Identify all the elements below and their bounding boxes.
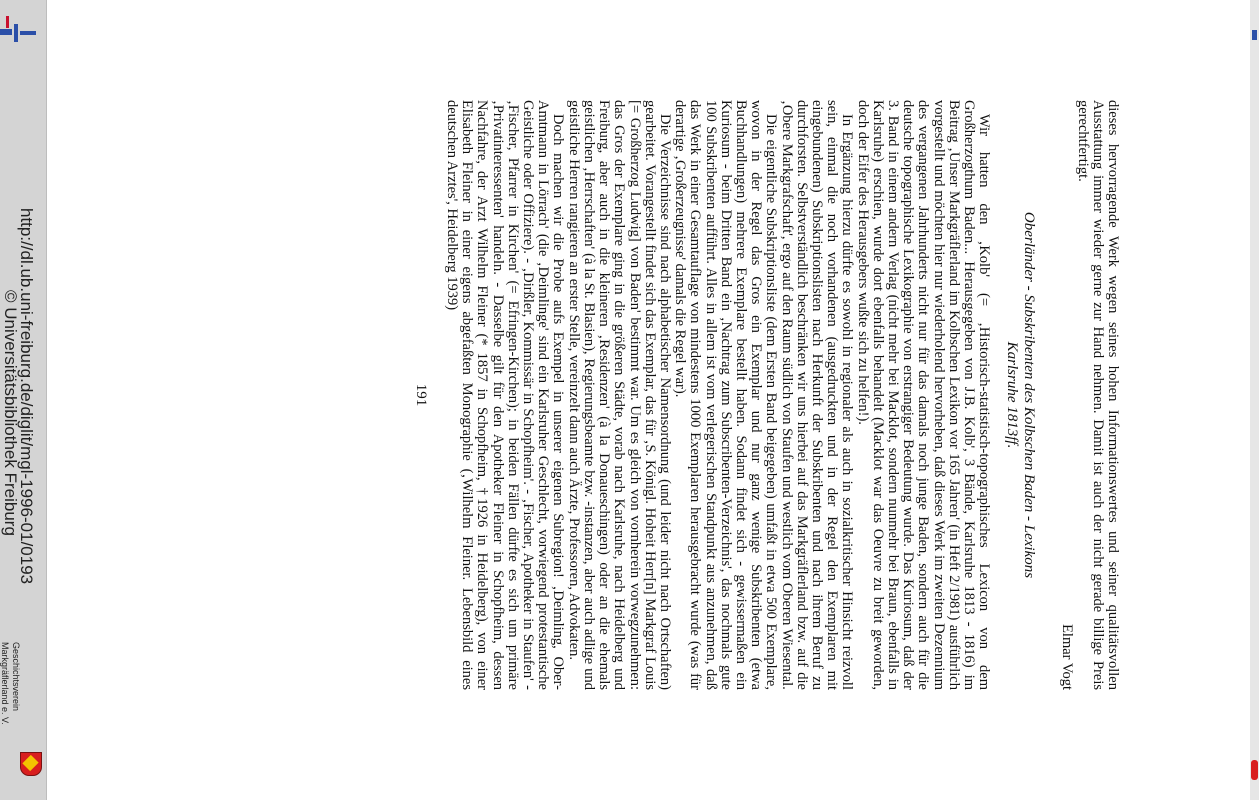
copyright-notice: © Universitätsbibliothek Freiburg xyxy=(1,290,20,536)
body-paragraph: Die Verzeichnisse sind nach alphabetischer Namensordnung (und leider nicht nach Ortschaften) gearbeitet. Vorangestellt findet sich das Exemplar, das für ‚S. Königl. Hoheit Herr[n] Markgraf Louis [= Großherzog Ludwig] von Baden' bestimmt war. Um es gleich von vornherein vorwegzunehmen: das Gros der Exemplare ging in die größeren Städte, vorab nach Karlsruhe, nach Heidelberg und Freiburg, aber auch in die kleineren ‚Residenzen' (à la Donaueschingen) oder an die ehemals geistlichen ‚Herrschaften' (à la St. Blasien), Regierungsbeamte bzw. -instanzen, aber auch adlige und geistliche Herren rangieren an erster Stelle, vereinzelt dann auch Ärzte, Professoren, Advokaten. xyxy=(565,100,673,690)
logo-mark xyxy=(1252,30,1257,40)
page-number: 191 xyxy=(412,383,429,407)
viewer-right-rail xyxy=(1250,0,1259,800)
body-paragraph: In Ergänzung hierzu dürfte es sowohl in regionaler als auch in sozialkritischer Hinsicht reizvoll sein, einmal die noch vorhandenen (ausgedruckten und in der Regel den Exemplaren mit eingebundenen) Subskriptionslisten nach Herkunft der Subskribenten und nach ihrem Beruf zu durchforsten. Selbstverständlich beschränken wir uns hierbei auf das Markgräflerland bzw. auf die ‚Obere Markgrafschaft', ergo auf den Raum südlich von Staufen und westlich vom Oberen Wiesental. xyxy=(778,100,856,690)
society-name-line1: Geschichtsverein xyxy=(11,642,21,712)
society-crest-icon xyxy=(20,752,42,776)
heading-line1: Oberländer - Subskribenten des Kolbschen Baden - Lexikons xyxy=(1021,211,1038,579)
book-page xyxy=(412,100,1121,690)
logo-bar xyxy=(0,29,12,35)
crest-mark xyxy=(1251,760,1258,780)
society-name-line2: Markgräflerland e. V. xyxy=(0,642,10,725)
logo-bar xyxy=(14,24,18,42)
document-url[interactable]: http://dl.ub.uni-freiburg.de/diglit/mgl-1996-01/0193 xyxy=(17,208,36,585)
logo-bar xyxy=(6,16,9,28)
body-paragraph: Wir hatten den ‚Kolb' (= ‚Historisch-statistisch-topographisches Lexicon von dem Großherzogthum Baden... Herausgegeben von J.B. Kolb', 3 Bände, Karlsruhe 1813 - 1816) im Beitrag ‚Unser Markgräflerland im Kolbschen Lexikon vor 165 Jahren' (in Heft 2/1981) ausführlich vorgestellt und möchten hier nur wiederholend hervorheben, daß dieses Werk im zweiten Dezennium des vergangenen Jahrhunderts nicht nur für das damals noch junge Baden, sondern auch für die deutsche topographische Lexikographie von erstrangiger Bedeutung wurde. Das Kuriosum, daß der 3. Band in einem andern Verlag (nicht mehr bei Macklot, sondern nunmehr bei Braun, ebenfalls in Karlsruhe) erschien, wurde dort ebenfalls behandelt (Macklot war das Oeuvre zu breit geworden, doch der Eifer des Herausgebers wußte sich zu helfen!). xyxy=(854,100,993,690)
intro-paragraph: dieses hervorragende Werk wegen seines hohen Informationswertes und seiner qualitätsvollen Ausstattung immer wieder gerne zur Hand nehmen. Damit ist auch der nicht gerade billige Preis gerechtfertigt. xyxy=(1074,100,1121,690)
heading-line2: Karlsruhe 1813ff. xyxy=(1004,341,1021,449)
logo-bar xyxy=(20,31,36,35)
body-paragraph: Die eigentliche Subskriptionsliste (dem Ersten Band beigegeben) umfaßt in etwa 500 Exemplare, wovon in der Regel das Gros ein Exemplar und nur ganz wenige Subskribenten (etwa Buchhandlungen) mehrere Exemplare bestellt haben. Sodann findet sich - gewissermaßen ein Kuriosum - beim Dritten Band ein ‚Nachtrag zum Subscribenten-Verzeichnis', das nochmals gute 100 Subskribenten aufführt. Alles in allem ist vom verlegerischen Standpunkt aus anzunehmen, daß das Werk in einer Gesamtauflage von mindestens 1000 Exemplaren herausgebracht wurde (was für derartige ‚Großerzeugnisse' damals die Regel war). xyxy=(672,100,780,690)
article-heading xyxy=(1003,100,1037,690)
author-signature: Elmar Vogt xyxy=(1059,624,1076,690)
body-paragraph: Doch machen wir die Probe aufs Exempel in unserer eigenen Subregion! ‚Deimling, Ober-Amtmann in Lörrach' (die ‚Deimlinge' sind ein Karlsruher Geschlecht, vorwiegend protestantische Geistliche oder Offiziere). - ‚Dirßler, Kommissär in Schopfheim'. - ‚Fischer, Apotheker in Staufen' - ‚Fischer, Pfarrer in Kirchen' (= Efringen-Kirchen); in beiden Fällen dürfte es sich um primäre ‚Privatinteressenten' handeln. - Dasselbe gilt für den Apotheker Fleiner in Schopfheim, dessen Nachfahre, der Arzt Wilhelm Fleiner (* 1857 in Schopfheim, †1926 in Heidelberg), von einer Elisabeth Fleiner in einer eigens abgefaßten Monographie (‚Wilhelm Fleiner. Lebensbild eines deutschen Arztes', Heidelberg 1939) xyxy=(444,100,567,690)
